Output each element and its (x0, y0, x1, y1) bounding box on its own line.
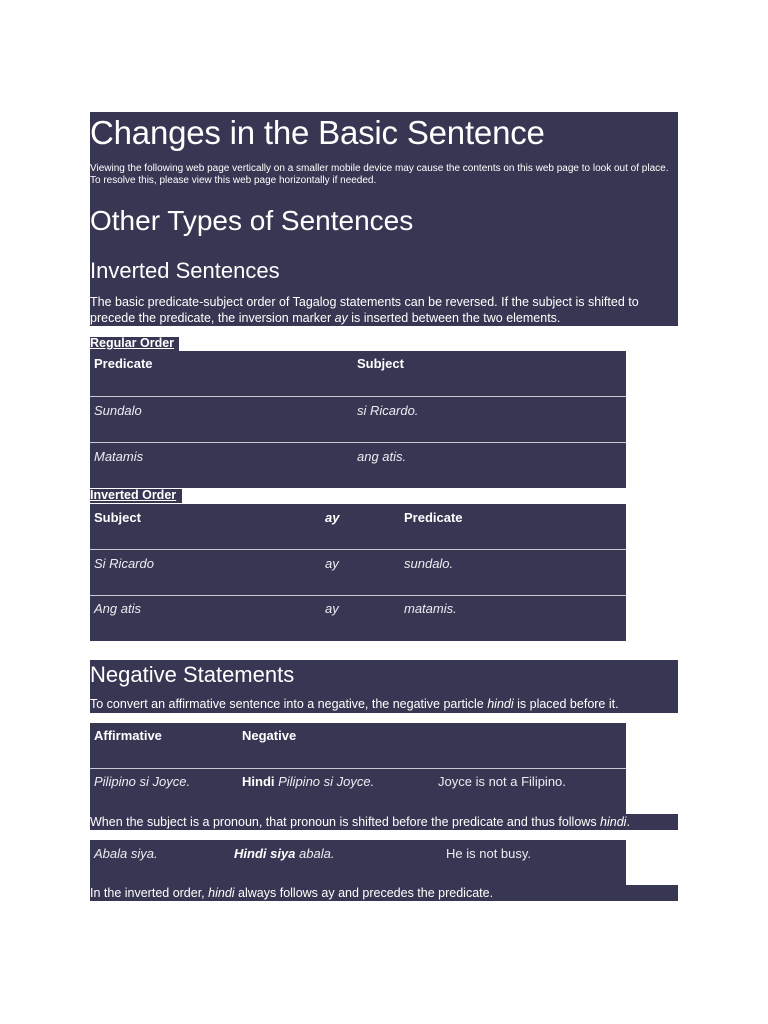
header-block (90, 112, 678, 326)
inverted-note: In the inverted order, hindi always follows ay and precedes the predicate. (90, 886, 494, 900)
table-row (90, 443, 626, 488)
pronoun-note-box (90, 814, 678, 830)
heading-inverted-sentences: Inverted Sentences (90, 258, 280, 283)
mobile-notice: Viewing the following web page vertically on a smaller mobile device may cause the contents on this web page to look out of place. To resolve this, please view this web page horizontally if needed. (90, 163, 669, 186)
cell-translation: He is not busy. (446, 846, 532, 861)
cell-ay: ay (325, 556, 339, 571)
table-header-row (90, 723, 626, 768)
table-row (90, 596, 626, 641)
cell-subject: Si Ricardo (94, 556, 154, 571)
inverted-intro: The basic predicate-subject order of Tagalog statements can be reversed. If the subject is shifted to precede the predicate, the inversion marker ay is inserted between the two elements. (90, 295, 639, 325)
col-header-ay: ay (325, 510, 340, 525)
inverted-order-label: Inverted Order (90, 488, 177, 502)
negative-block (90, 660, 678, 713)
heading-negative-statements: Negative Statements (90, 662, 295, 687)
table-row (90, 769, 626, 814)
col-header-subject: Subject (94, 510, 141, 525)
inverted-order-label-box (90, 489, 182, 503)
cell-predicate: Matamis (94, 449, 144, 464)
cell-affirmative: Pilipino si Joyce. (94, 774, 191, 789)
table-header-row (90, 351, 626, 396)
cell-ay: ay (325, 601, 339, 616)
cell-negative: Hindi siya abala. (234, 846, 335, 861)
cell-subject: Ang atis (94, 601, 141, 616)
cell-negative: Hindi Pilipino si Joyce. (242, 774, 375, 789)
table-row (90, 840, 626, 885)
pronoun-note: When the subject is a pronoun, that pronoun is shifted before the predicate and thus follows hindi. (90, 815, 630, 829)
negative-intro: To convert an affirmative sentence into a negative, the negative particle hindi is placed before it. (90, 697, 619, 711)
cell-predicate: Sundalo (94, 403, 142, 418)
regular-order-label-box (90, 337, 179, 351)
col-header-predicate: Predicate (404, 510, 463, 525)
col-header-predicate: Predicate (94, 356, 153, 371)
col-header-subject: Subject (357, 356, 404, 371)
inverted-note-box (90, 885, 678, 901)
table-row (90, 550, 626, 595)
table-header-row (90, 504, 626, 549)
cell-subject: ang atis. (357, 449, 407, 464)
cell-predicate: sundalo. (404, 556, 454, 571)
col-header-affirmative: Affirmative (94, 728, 162, 743)
heading-other-types: Other Types of Sentences (90, 205, 414, 236)
page-title: Changes in the Basic Sentence (90, 114, 545, 151)
cell-translation: Joyce is not a Filipino. (438, 774, 566, 789)
regular-order-label: Regular Order (90, 336, 175, 350)
col-header-negative: Negative (242, 728, 297, 743)
cell-predicate: matamis. (404, 601, 457, 616)
table-row (90, 397, 626, 442)
cell-affirmative: Abala siya. (94, 846, 158, 861)
cell-subject: si Ricardo. (357, 403, 419, 418)
